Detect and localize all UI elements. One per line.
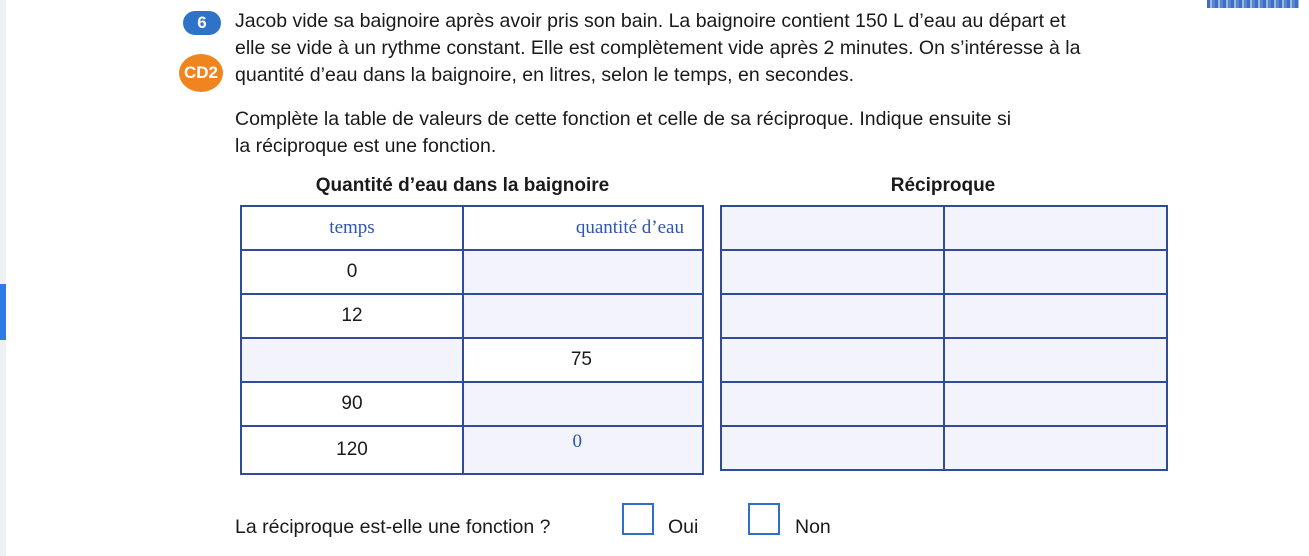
page-edge-strip bbox=[1207, 0, 1299, 8]
answer-cell[interactable] bbox=[944, 206, 1167, 250]
table-row bbox=[241, 294, 703, 338]
time-cell: 12 bbox=[241, 294, 463, 338]
table-row bbox=[241, 338, 703, 382]
table-header-row bbox=[241, 206, 703, 250]
time-cell: 120 bbox=[241, 426, 463, 474]
quantity-cell: 75 bbox=[463, 338, 703, 382]
non-label: Non bbox=[795, 516, 831, 538]
table-row bbox=[721, 382, 1167, 426]
header-time: temps bbox=[241, 206, 463, 250]
answer-cell[interactable] bbox=[944, 250, 1167, 294]
answer-cell[interactable] bbox=[944, 294, 1167, 338]
table-row bbox=[721, 294, 1167, 338]
table-row bbox=[721, 426, 1167, 470]
instruction-line: la réciproque est une fonction. bbox=[235, 135, 497, 157]
table-row bbox=[241, 250, 703, 294]
statement-line: elle se vide à un rythme constant. Elle est complètement vide après 2 minutes. On s’intéresse à la bbox=[235, 37, 1081, 59]
answer-cell[interactable]: 0 bbox=[463, 426, 703, 474]
function-value-table bbox=[240, 205, 704, 475]
left-edge-marker bbox=[0, 284, 6, 340]
exercise-statement bbox=[235, 8, 1080, 89]
answer-cell[interactable] bbox=[721, 426, 944, 470]
answer-cell[interactable] bbox=[721, 382, 944, 426]
answer-cell[interactable] bbox=[463, 250, 703, 294]
reciprocal-value-table bbox=[720, 205, 1168, 471]
left-page-edge bbox=[0, 0, 6, 556]
answer-cell[interactable] bbox=[721, 250, 944, 294]
answer-cell[interactable] bbox=[944, 426, 1167, 470]
non-checkbox[interactable] bbox=[748, 503, 780, 535]
header-water-quantity: quantité d’eau bbox=[463, 206, 703, 250]
exercise-instruction bbox=[235, 106, 1011, 160]
table-row bbox=[241, 382, 703, 426]
function-table-title: Quantité d’eau dans la baignoire bbox=[315, 175, 610, 196]
time-cell: 0 bbox=[241, 250, 463, 294]
answer-cell[interactable] bbox=[944, 382, 1167, 426]
oui-label: Oui bbox=[668, 516, 699, 538]
reciprocal-table-title: Réciproque bbox=[890, 175, 996, 196]
table-row bbox=[241, 426, 703, 474]
answer-cell[interactable] bbox=[241, 338, 463, 382]
table-row bbox=[721, 206, 1167, 250]
competency-badge: CD2 bbox=[179, 54, 223, 92]
statement-line: quantité d’eau dans la baignoire, en litres, selon le temps, en secondes. bbox=[235, 64, 854, 86]
answer-cell[interactable] bbox=[721, 294, 944, 338]
reciprocal-question: La réciproque est-elle une fonction ? bbox=[235, 516, 551, 538]
table-row bbox=[721, 250, 1167, 294]
answer-cell[interactable] bbox=[721, 206, 944, 250]
table-row bbox=[721, 338, 1167, 382]
time-cell: 90 bbox=[241, 382, 463, 426]
answer-cell[interactable] bbox=[944, 338, 1167, 382]
instruction-line: Complète la table de valeurs de cette fonction et celle de sa réciproque. Indique ensuite si bbox=[235, 108, 1012, 130]
answer-cell[interactable] bbox=[463, 294, 703, 338]
answer-cell[interactable] bbox=[721, 338, 944, 382]
oui-checkbox[interactable] bbox=[622, 503, 654, 535]
exercise-number-badge: 6 bbox=[183, 11, 221, 35]
answer-cell[interactable] bbox=[463, 382, 703, 426]
statement-line: Jacob vide sa baignoire après avoir pris son bain. La baignoire contient 150 L d’eau au départ et bbox=[235, 10, 1066, 32]
